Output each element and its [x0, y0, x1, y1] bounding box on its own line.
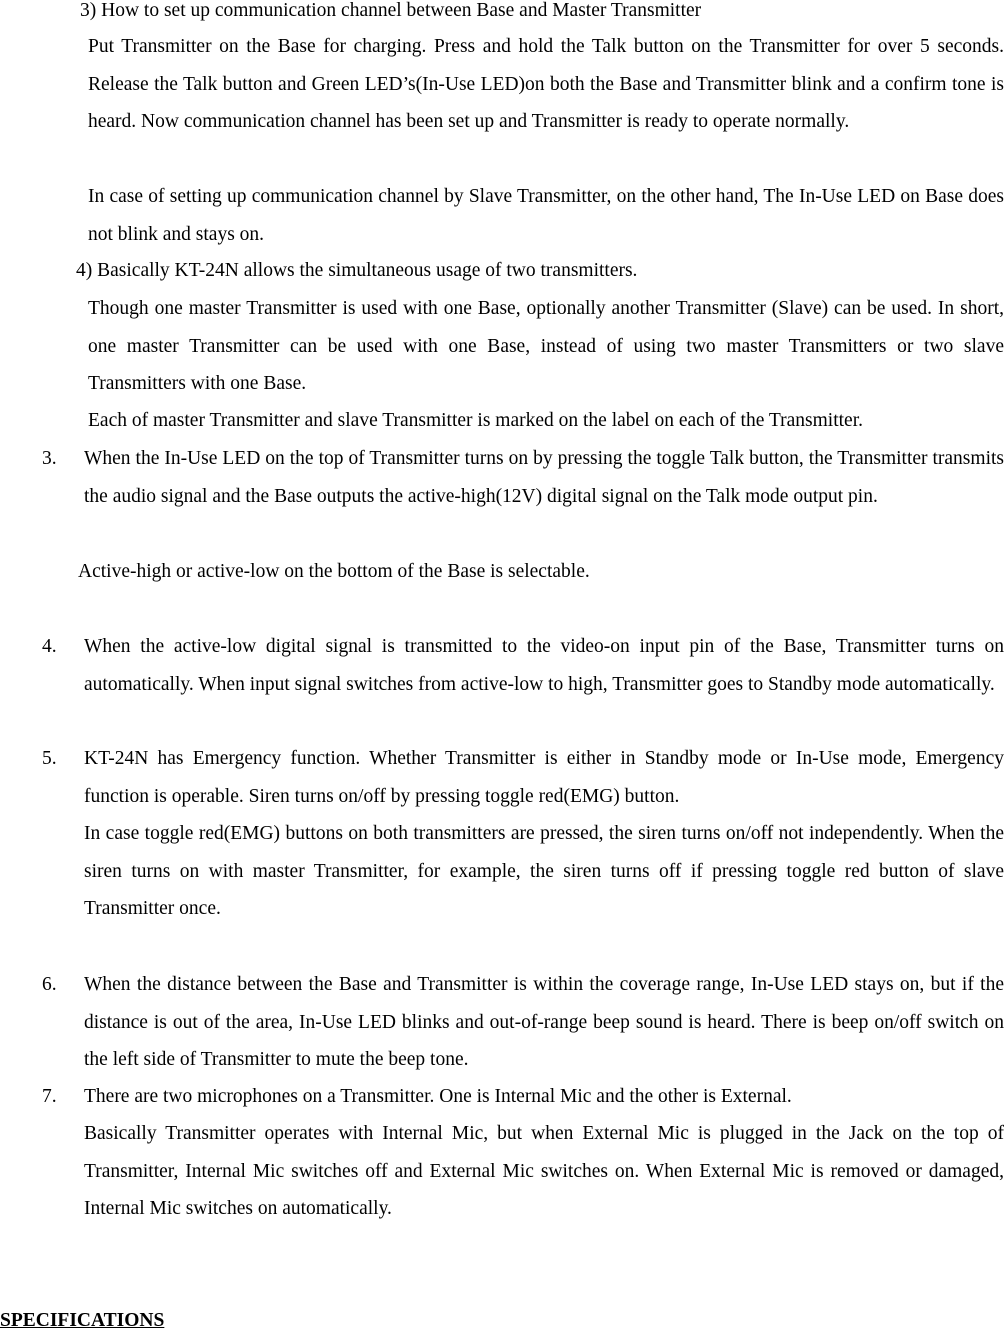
item-3-number: 3.	[42, 448, 57, 469]
item-5-paragraph-2: In case toggle red(EMG) buttons on both transmitters are pressed, the siren turns on/off not independently. When the siren turns on with master Transmitter, for example, the siren turns off if pressing toggle red button of slave Transmitter once.	[84, 823, 1004, 920]
item-4-paragraph-1: When the active-low digital signal is transmitted to the video-on input pin of the Base, Transmitter turns on automatically. When input signal switches from active-low to high, Transmitter goes to Standby mode automatically.	[84, 636, 1004, 695]
subsection-4-paragraph-1: Though one master Transmitter is used with one Base, optionally another Transmitter (Slave) can be used. In short, one master Transmitter can be used with one Base, instead of using two master Transmitters or two slave Transmitters with one Base.	[88, 298, 1004, 395]
item-4-number: 4.	[42, 636, 57, 657]
subsection-3-paragraph-1: Put Transmitter on the Base for charging. Press and hold the Talk button on the Transmitter for over 5 seconds. Release the Talk button and Green LED’s(In-Use LED)on both the Base and Transmitter blink and a confirm tone is heard. Now communication channel has been set up and Transmitter is ready to operate normally.	[88, 36, 1004, 133]
specifications-heading: SPECIFICATIONS	[0, 1310, 165, 1331]
item-7-paragraph-2: Basically Transmitter operates with Internal Mic, but when External Mic is plugged in the Jack on the top of Transmitter, Internal Mic switches off and External Mic switches on. When External Mic is removed or damaged, Internal Mic switches on automatically.	[84, 1123, 1004, 1220]
item-5-paragraph-1: KT-24N has Emergency function. Whether Transmitter is either in Standby mode or In-Use mode, Emergency function is operable. Siren turns on/off by pressing toggle red(EMG) button.	[84, 748, 1004, 807]
subsection-4-paragraph-2: Each of master Transmitter and slave Transmitter is marked on the label on each of the Transmitter.	[88, 410, 863, 431]
subsection-3-heading: 3) How to set up communication channel between Base and Master Transmitter	[80, 0, 702, 21]
item-7-number: 7.	[42, 1086, 57, 1107]
item-6-paragraph-1: When the distance between the Base and Transmitter is within the coverage range, In-Use LED stays on, but if the distance is out of the area, In-Use LED blinks and out-of-range beep sound is heard. There is beep on/off switch on the left side of Transmitter to mute the beep tone.	[84, 974, 1004, 1071]
subsection-3-paragraph-2: In case of setting up communication channel by Slave Transmitter, on the other hand, The In-Use LED on Base does not blink and stays on.	[88, 186, 1004, 245]
item-3-paragraph-2: Active-high or active-low on the bottom of the Base is selectable.	[78, 561, 590, 582]
item-5-number: 5.	[42, 748, 57, 769]
item-7-paragraph-1: There are two microphones on a Transmitter. One is Internal Mic and the other is External.	[84, 1086, 792, 1107]
item-3-paragraph-1: When the In-Use LED on the top of Transmitter turns on by pressing the toggle Talk button, the Transmitter transmits the audio signal and the Base outputs the active-high(12V) digital signal on the Talk mode output pin.	[84, 448, 1004, 507]
item-6-number: 6.	[42, 974, 57, 995]
subsection-4-heading: 4) Basically KT-24N allows the simultaneous usage of two transmitters.	[76, 260, 638, 281]
